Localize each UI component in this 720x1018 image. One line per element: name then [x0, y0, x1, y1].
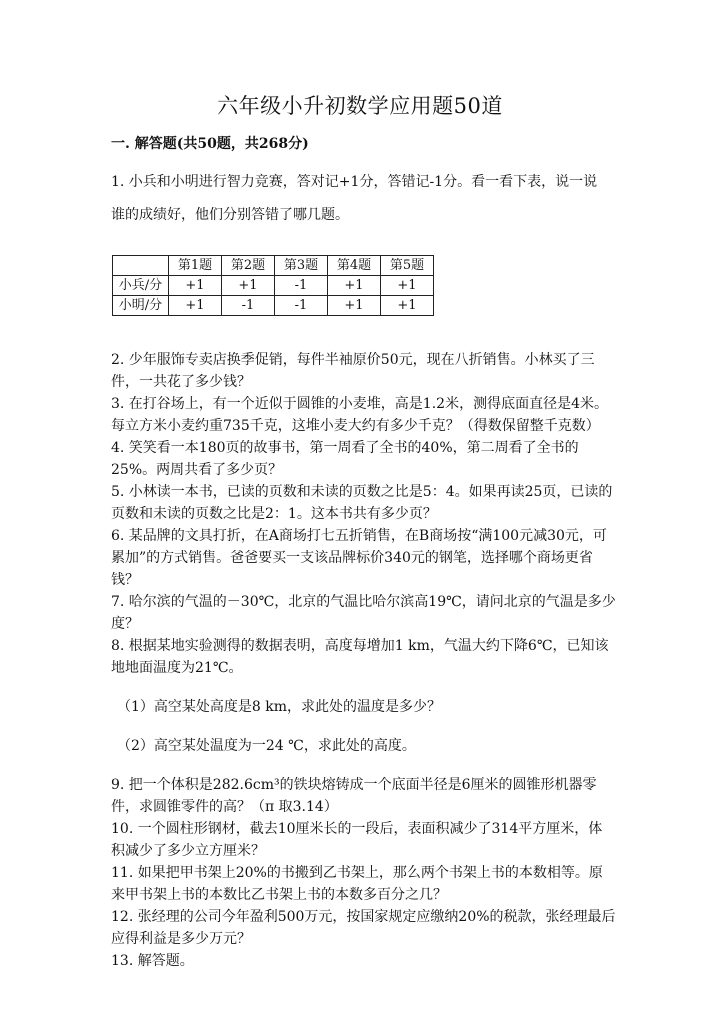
question-10: 10. 一个圆柱形钢材，截去10厘米长的一段后，表面积减少了314平方厘米，体积减少了多少立方厘米？ — [111, 821, 603, 859]
question-5: 5. 小林读一本书，已读的页数和未读的页数之比是5：4。如果再读25页，已读的页数和未读的页数之比是2：1。这本书共有多少页？ — [111, 484, 613, 522]
table-cell: +1 — [169, 276, 222, 296]
table-header-row — [113, 256, 434, 276]
table-cell: -1 — [222, 296, 275, 316]
question-8-part-2: （2）高空某处温度为一24 ℃，求此处的高度。 — [117, 738, 416, 754]
table-cell: +1 — [381, 276, 434, 296]
question-8: 8. 根据某地实验测得的数据表明，高度每增加1 km，气温大约下降6℃，已知该地地面温度为21℃。 — [111, 638, 609, 676]
table-row-label: 小明/分 — [113, 296, 169, 316]
table-header-cell: 第3题 — [275, 256, 328, 276]
question-3: 3. 在打谷场上，有一个近似于圆锥的小麦堆，高是1.2米，测得底面直径是4米。每立方米小麦约重735千克，这堆小麦大约有多少千克？（得数保留整千克数） — [111, 396, 608, 434]
table-header-cell: 第4题 — [328, 256, 381, 276]
table-cell: +1 — [328, 276, 381, 296]
table-cell: +1 — [169, 296, 222, 316]
question-11: 11. 如果把甲书架上20%的书搬到乙书架上，那么两个书架上书的本数相等。原来甲书架上书的本数比乙书架上书的本数多百分之几？ — [111, 865, 603, 903]
table-header-cell: 第5题 — [381, 256, 434, 276]
question-7: 7. 哈尔滨的气温的－30℃，北京的气温比哈尔滨高19℃，请问北京的气温是多少度？ — [111, 594, 616, 632]
table-cell: +1 — [222, 276, 275, 296]
section-header: 一. 解答题(共50题，共268分) — [111, 136, 309, 152]
question-4: 4. 笑笑看一本180页的故事书，第一周看了全书的40%，第二周看了全书的25%。两周共看了多少页？ — [111, 440, 579, 478]
table-cell: +1 — [381, 296, 434, 316]
table-cell: -1 — [275, 296, 328, 316]
table-cell: +1 — [328, 296, 381, 316]
question-12: 12. 张经理的公司今年盈利500万元，按国家规定应缴纳20%的税款，张经理最后应得利益是多少万元？ — [111, 909, 616, 947]
question-13: 13. 解答题。 — [111, 953, 194, 969]
question-2: 2. 少年服饰专卖店换季促销，每件半袖原价50元，现在八折销售。小林买了三件，一共花了多少钱？ — [111, 352, 595, 390]
table-cell: -1 — [275, 276, 328, 296]
table-row — [113, 296, 434, 316]
question-1 — [111, 166, 611, 232]
question-list — [111, 349, 616, 972]
table-header-cell: 第2题 — [222, 256, 275, 276]
question-8-part-1: （1）高空某处高度是8 km，求此处的温度是多少？ — [117, 699, 442, 715]
score-table — [112, 255, 434, 316]
question-1-line-2: 谁的成绩好，他们分别答错了哪几题。 — [111, 207, 349, 223]
question-6: 6. 某品牌的文具打折，在A商场打七五折销售，在B商场按“满100元减30元，可累加”的方式销售。爸爸要买一支该品牌标价340元的钢笔，选择哪个商场更省钱？ — [111, 528, 607, 588]
question-1-line-1: 1. 小兵和小明进行智力竞赛，答对记+1分，答错记-1分。看一看下表，说一说 — [111, 174, 598, 190]
table-row — [113, 276, 434, 296]
table-header-cell: 第1题 — [169, 256, 222, 276]
table-row-label: 小兵/分 — [113, 276, 169, 296]
question-9: 9. 把一个体积是282.6cm³的铁块熔铸成一个底面半径是6厘米的圆锥形机器零件，求圆锥零件的高？（π 取3.14） — [111, 777, 597, 815]
table-header-cell — [113, 256, 169, 276]
page-title: 六年级小升初数学应用题50道 — [217, 94, 503, 118]
